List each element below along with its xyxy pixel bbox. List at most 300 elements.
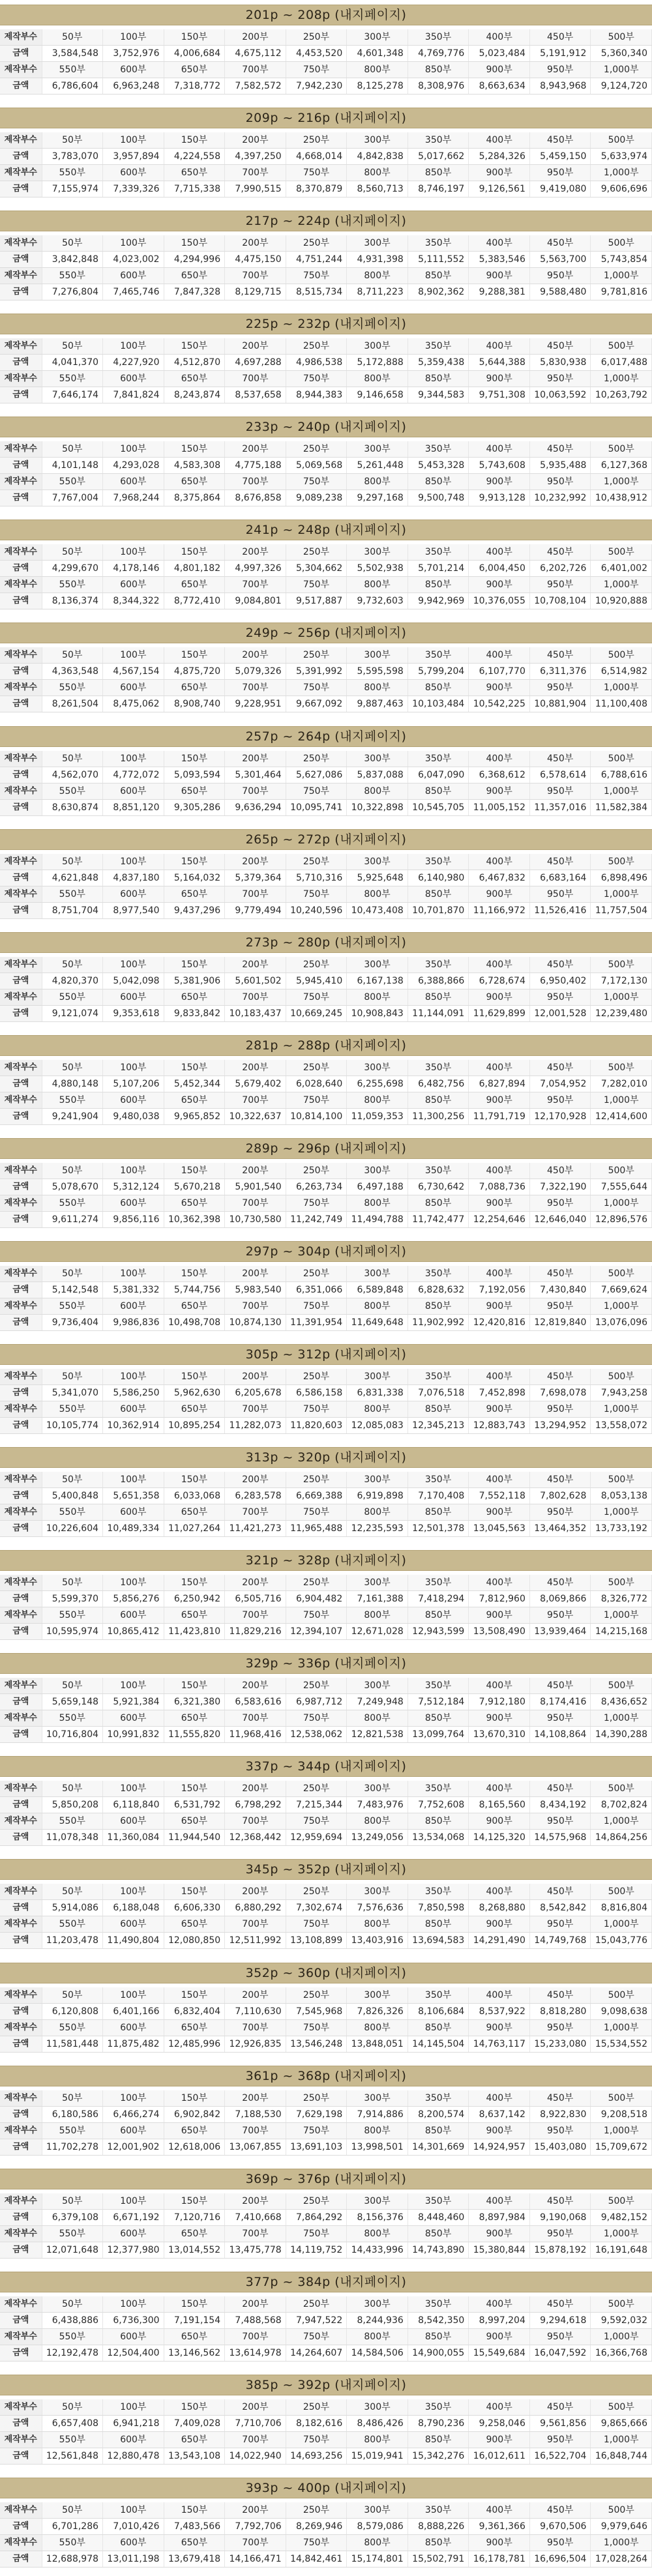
quantity-cell: 800부 xyxy=(347,1813,408,1830)
quantity-cell: 200부 xyxy=(225,2502,286,2519)
price-cell: 14,125,320 xyxy=(469,1830,530,1846)
price-cell: 4,875,720 xyxy=(164,664,225,680)
quantity-cell: 250부 xyxy=(286,1987,347,2004)
quantity-cell: 850부 xyxy=(408,1710,469,1727)
row-label: 제작부수 xyxy=(0,268,42,284)
quantity-cell: 600부 xyxy=(103,2431,164,2448)
quantity-cell: 650부 xyxy=(164,1710,225,1727)
price-cell: 12,819,840 xyxy=(529,1314,591,1330)
price-section xyxy=(0,1134,652,1237)
price-cell: 9,979,646 xyxy=(591,2518,652,2534)
quantity-cell: 150부 xyxy=(164,854,225,870)
price-cell: 6,832,404 xyxy=(164,2003,225,2019)
quantity-cell: 700부 xyxy=(225,371,286,387)
quantity-row xyxy=(0,2019,652,2036)
price-cell: 9,986,836 xyxy=(103,1314,164,1330)
row-label: 제작부수 xyxy=(0,441,42,458)
price-row xyxy=(0,1076,652,1092)
row-label: 제작부수 xyxy=(0,1504,42,1521)
quantity-cell: 250부 xyxy=(286,1369,347,1385)
quantity-cell: 550부 xyxy=(42,2122,103,2139)
price-cell: 7,850,598 xyxy=(408,1900,469,1916)
quantity-cell: 350부 xyxy=(408,854,469,870)
price-row xyxy=(0,870,652,886)
quantity-cell: 650부 xyxy=(164,1298,225,1314)
price-cell: 8,261,504 xyxy=(42,696,103,712)
price-cell: 5,359,438 xyxy=(408,355,469,371)
price-cell: 5,595,598 xyxy=(347,664,408,680)
quantity-cell: 550부 xyxy=(42,1916,103,1933)
quantity-cell: 800부 xyxy=(347,268,408,284)
price-cell: 8,053,138 xyxy=(591,1488,652,1504)
price-cell: 13,249,056 xyxy=(347,1830,408,1846)
price-cell: 7,646,174 xyxy=(42,387,103,403)
quantity-row xyxy=(0,1369,652,1385)
price-cell: 6,963,248 xyxy=(103,78,164,95)
price-cell: 4,567,154 xyxy=(103,664,164,680)
quantity-cell: 550부 xyxy=(42,2225,103,2242)
price-cell: 6,127,368 xyxy=(591,458,652,474)
quantity-cell: 50부 xyxy=(42,2399,103,2416)
quantity-row xyxy=(0,1813,652,1830)
quantity-row xyxy=(0,1163,652,1179)
quantity-cell: 650부 xyxy=(164,1916,225,1933)
price-cell: 6,033,068 xyxy=(164,1488,225,1504)
price-cell: 6,606,330 xyxy=(164,1900,225,1916)
quantity-cell: 750부 xyxy=(286,474,347,490)
quantity-cell: 950부 xyxy=(529,165,591,181)
price-cell: 13,014,552 xyxy=(164,2242,225,2258)
price-cell: 6,004,450 xyxy=(469,561,530,577)
quantity-cell: 600부 xyxy=(103,62,164,78)
quantity-cell: 800부 xyxy=(347,1916,408,1933)
row-label: 제작부수 xyxy=(0,2399,42,2416)
quantity-row xyxy=(0,647,652,664)
quantity-cell: 950부 xyxy=(529,1710,591,1727)
price-row xyxy=(0,799,652,815)
price-cell: 15,878,192 xyxy=(529,2242,591,2258)
quantity-cell: 100부 xyxy=(103,1060,164,1076)
price-section xyxy=(0,2164,652,2267)
quantity-cell: 550부 xyxy=(42,1813,103,1830)
price-row xyxy=(0,902,652,918)
quantity-cell: 150부 xyxy=(164,1884,225,1900)
section-title: 377p ~ 384p (내지페이지) xyxy=(0,2272,652,2292)
quantity-cell: 900부 xyxy=(469,577,530,593)
quantity-cell: 50부 xyxy=(42,544,103,561)
price-cell: 15,502,791 xyxy=(408,2551,469,2567)
section-title: 313p ~ 320p (내지페이지) xyxy=(0,1447,652,1468)
price-cell: 5,172,888 xyxy=(347,355,408,371)
quantity-cell: 150부 xyxy=(164,2296,225,2313)
quantity-cell: 100부 xyxy=(103,751,164,767)
quantity-cell: 750부 xyxy=(286,268,347,284)
price-cell: 7,864,292 xyxy=(286,2209,347,2225)
quantity-cell: 500부 xyxy=(591,1369,652,1385)
quantity-cell: 700부 xyxy=(225,2534,286,2551)
price-cell: 6,583,616 xyxy=(225,1694,286,1710)
row-label: 제작부수 xyxy=(0,2534,42,2551)
section-title: 241p ~ 248p (내지페이지) xyxy=(0,520,652,540)
quantity-cell: 200부 xyxy=(225,29,286,46)
row-label: 제작부수 xyxy=(0,1195,42,1211)
price-cell: 11,555,820 xyxy=(164,1727,225,1743)
quantity-cell: 650부 xyxy=(164,989,225,1005)
quantity-cell: 550부 xyxy=(42,371,103,387)
quantity-cell: 200부 xyxy=(225,1678,286,1694)
price-cell: 12,821,538 xyxy=(347,1727,408,1743)
price-cell: 11,829,216 xyxy=(225,1624,286,1640)
quantity-cell: 1,000부 xyxy=(591,62,652,78)
quantity-cell: 950부 xyxy=(529,2225,591,2242)
price-cell: 7,512,184 xyxy=(408,1694,469,1710)
quantity-row xyxy=(0,854,652,870)
price-cell: 12,394,107 xyxy=(286,1624,347,1640)
row-label: 제작부수 xyxy=(0,1163,42,1179)
price-cell: 9,190,068 xyxy=(529,2209,591,2225)
section-title: 321p ~ 328p (내지페이지) xyxy=(0,1550,652,1571)
price-cell: 8,537,922 xyxy=(469,2003,530,2019)
price-cell: 8,268,880 xyxy=(469,1900,530,1916)
price-cell: 4,583,308 xyxy=(164,458,225,474)
quantity-cell: 750부 xyxy=(286,2122,347,2139)
price-table xyxy=(0,1575,652,1640)
price-cell: 6,904,482 xyxy=(286,1591,347,1607)
quantity-cell: 900부 xyxy=(469,2328,530,2345)
quantity-cell: 450부 xyxy=(529,1266,591,1282)
price-cell: 4,820,370 xyxy=(42,973,103,989)
price-cell: 11,582,384 xyxy=(591,799,652,815)
price-cell: 8,537,658 xyxy=(225,387,286,403)
quantity-cell: 850부 xyxy=(408,989,469,1005)
price-cell: 16,366,768 xyxy=(591,2345,652,2361)
price-cell: 7,792,706 xyxy=(225,2518,286,2534)
price-row xyxy=(0,1797,652,1813)
row-label: 제작부수 xyxy=(0,577,42,593)
price-cell: 6,466,274 xyxy=(103,2106,164,2122)
price-cell: 4,006,684 xyxy=(164,46,225,62)
price-cell: 7,488,568 xyxy=(225,2312,286,2328)
quantity-row xyxy=(0,1504,652,1521)
quantity-cell: 750부 xyxy=(286,371,347,387)
quantity-cell: 100부 xyxy=(103,1678,164,1694)
quantity-cell: 450부 xyxy=(529,647,591,664)
price-cell: 10,489,334 xyxy=(103,1521,164,1537)
quantity-cell: 400부 xyxy=(469,1678,530,1694)
quantity-cell: 750부 xyxy=(286,1607,347,1624)
price-cell: 10,322,898 xyxy=(347,799,408,815)
quantity-cell: 550부 xyxy=(42,165,103,181)
quantity-cell: 500부 xyxy=(591,1781,652,1797)
quantity-cell: 700부 xyxy=(225,2122,286,2139)
row-label: 금액 xyxy=(0,593,42,609)
quantity-cell: 500부 xyxy=(591,2193,652,2210)
quantity-cell: 150부 xyxy=(164,1369,225,1385)
quantity-cell: 500부 xyxy=(591,544,652,561)
price-cell: 5,301,464 xyxy=(225,767,286,783)
price-table xyxy=(0,1884,652,1949)
price-cell: 9,500,748 xyxy=(408,490,469,506)
price-cell: 6,919,898 xyxy=(347,1488,408,1504)
price-cell: 8,751,704 xyxy=(42,902,103,918)
price-cell: 6,467,832 xyxy=(469,870,530,886)
price-cell: 9,146,658 xyxy=(347,387,408,403)
price-cell: 11,391,954 xyxy=(286,1314,347,1330)
quantity-cell: 750부 xyxy=(286,577,347,593)
price-cell: 14,264,607 xyxy=(286,2345,347,2361)
section-title: 345p ~ 352p (내지페이지) xyxy=(0,1859,652,1880)
price-cell: 4,224,558 xyxy=(164,149,225,165)
price-cell: 13,733,192 xyxy=(591,1521,652,1537)
quantity-cell: 250부 xyxy=(286,1163,347,1179)
quantity-cell: 950부 xyxy=(529,2328,591,2345)
price-cell: 5,799,204 xyxy=(408,664,469,680)
quantity-cell: 300부 xyxy=(347,1781,408,1797)
row-label: 금액 xyxy=(0,2003,42,2019)
quantity-cell: 600부 xyxy=(103,2122,164,2139)
price-cell: 5,023,484 xyxy=(469,46,530,62)
price-cell: 5,078,670 xyxy=(42,1178,103,1195)
row-label: 금액 xyxy=(0,2551,42,2567)
quantity-cell: 400부 xyxy=(469,1987,530,2004)
price-cell: 15,174,801 xyxy=(347,2551,408,2567)
quantity-cell: 450부 xyxy=(529,2193,591,2210)
quantity-cell: 50부 xyxy=(42,2090,103,2107)
price-cell: 11,242,749 xyxy=(286,1211,347,1227)
quantity-cell: 950부 xyxy=(529,886,591,902)
price-cell: 7,990,515 xyxy=(225,181,286,198)
quantity-cell: 500부 xyxy=(591,1987,652,2004)
price-cell: 5,935,488 xyxy=(529,458,591,474)
quantity-cell: 50부 xyxy=(42,1987,103,2004)
price-row xyxy=(0,664,652,680)
quantity-cell: 250부 xyxy=(286,29,347,46)
price-cell: 4,837,180 xyxy=(103,870,164,886)
price-cell: 6,898,496 xyxy=(591,870,652,886)
quantity-cell: 850부 xyxy=(408,2019,469,2036)
quantity-cell: 350부 xyxy=(408,1678,469,1694)
quantity-cell: 1,000부 xyxy=(591,165,652,181)
row-label: 제작부수 xyxy=(0,1092,42,1108)
quantity-cell: 200부 xyxy=(225,957,286,973)
row-label: 제작부수 xyxy=(0,2090,42,2107)
price-section xyxy=(0,1854,652,1957)
quantity-cell: 500부 xyxy=(591,751,652,767)
price-cell: 6,730,642 xyxy=(408,1178,469,1195)
quantity-row xyxy=(0,2534,652,2551)
quantity-cell: 350부 xyxy=(408,2090,469,2107)
row-label: 금액 xyxy=(0,1211,42,1227)
quantity-cell: 150부 xyxy=(164,132,225,149)
price-cell: 14,763,117 xyxy=(469,2036,530,2052)
row-label: 금액 xyxy=(0,767,42,783)
section-title: 225p ~ 232p (내지페이지) xyxy=(0,314,652,334)
price-cell: 4,880,148 xyxy=(42,1076,103,1092)
quantity-cell: 300부 xyxy=(347,2502,408,2519)
price-cell: 11,490,804 xyxy=(103,1933,164,1949)
quantity-cell: 300부 xyxy=(347,1575,408,1591)
quantity-cell: 500부 xyxy=(591,1163,652,1179)
price-cell: 17,028,264 xyxy=(591,2551,652,2567)
quantity-cell: 300부 xyxy=(347,1060,408,1076)
quantity-cell: 150부 xyxy=(164,29,225,46)
price-cell: 6,205,678 xyxy=(225,1385,286,1401)
quantity-cell: 600부 xyxy=(103,371,164,387)
price-cell: 7,802,628 xyxy=(529,1488,591,1504)
quantity-cell: 1,000부 xyxy=(591,1607,652,1624)
price-cell: 9,294,618 xyxy=(529,2312,591,2328)
quantity-cell: 250부 xyxy=(286,1781,347,1797)
quantity-cell: 450부 xyxy=(529,338,591,355)
quantity-cell: 550부 xyxy=(42,1710,103,1727)
price-cell: 11,421,273 xyxy=(225,1521,286,1537)
quantity-cell: 150부 xyxy=(164,1781,225,1797)
quantity-cell: 700부 xyxy=(225,680,286,696)
price-cell: 8,630,874 xyxy=(42,799,103,815)
section-title: 305p ~ 312p (내지페이지) xyxy=(0,1344,652,1365)
section-title: 385p ~ 392p (내지페이지) xyxy=(0,2375,652,2395)
price-cell: 6,107,770 xyxy=(469,664,530,680)
quantity-cell: 900부 xyxy=(469,1298,530,1314)
row-label: 금액 xyxy=(0,149,42,165)
quantity-cell: 800부 xyxy=(347,1401,408,1418)
quantity-cell: 250부 xyxy=(286,235,347,252)
quantity-cell: 750부 xyxy=(286,989,347,1005)
price-cell: 11,944,540 xyxy=(164,1830,225,1846)
quantity-cell: 700부 xyxy=(225,1401,286,1418)
quantity-cell: 200부 xyxy=(225,2399,286,2416)
price-cell: 15,342,276 xyxy=(408,2448,469,2464)
quantity-cell: 850부 xyxy=(408,2534,469,2551)
price-cell: 5,391,992 xyxy=(286,664,347,680)
row-label: 금액 xyxy=(0,252,42,268)
price-cell: 10,362,914 xyxy=(103,1418,164,1434)
price-cell: 6,950,402 xyxy=(529,973,591,989)
quantity-cell: 200부 xyxy=(225,441,286,458)
quantity-row xyxy=(0,1781,652,1797)
price-cell: 4,986,538 xyxy=(286,355,347,371)
price-cell: 11,005,152 xyxy=(469,799,530,815)
quantity-cell: 650부 xyxy=(164,1504,225,1521)
quantity-cell: 900부 xyxy=(469,783,530,799)
quantity-cell: 250부 xyxy=(286,1472,347,1488)
price-cell: 5,983,540 xyxy=(225,1281,286,1298)
quantity-cell: 350부 xyxy=(408,2193,469,2210)
row-label: 제작부수 xyxy=(0,132,42,149)
price-cell: 11,742,477 xyxy=(408,1211,469,1227)
quantity-cell: 50부 xyxy=(42,338,103,355)
price-cell: 5,901,540 xyxy=(225,1178,286,1195)
quantity-cell: 950부 xyxy=(529,1607,591,1624)
price-cell: 6,683,164 xyxy=(529,870,591,886)
price-cell: 6,263,734 xyxy=(286,1178,347,1195)
row-label: 제작부수 xyxy=(0,2328,42,2345)
quantity-cell: 750부 xyxy=(286,2019,347,2036)
row-label: 금액 xyxy=(0,902,42,918)
price-cell: 8,326,772 xyxy=(591,1591,652,1607)
quantity-cell: 650부 xyxy=(164,165,225,181)
quantity-cell: 700부 xyxy=(225,474,286,490)
quantity-cell: 850부 xyxy=(408,886,469,902)
quantity-cell: 650부 xyxy=(164,1607,225,1624)
price-cell: 5,381,906 xyxy=(164,973,225,989)
price-row xyxy=(0,2036,652,2052)
quantity-cell: 750부 xyxy=(286,886,347,902)
price-row xyxy=(0,561,652,577)
quantity-cell: 100부 xyxy=(103,647,164,664)
quantity-row xyxy=(0,1575,652,1591)
price-cell: 8,434,192 xyxy=(529,1797,591,1813)
price-cell: 11,360,084 xyxy=(103,1830,164,1846)
price-cell: 10,730,580 xyxy=(225,1211,286,1227)
quantity-cell: 950부 xyxy=(529,577,591,593)
quantity-cell: 800부 xyxy=(347,1195,408,1211)
row-label: 제작부수 xyxy=(0,1884,42,1900)
price-cell: 9,098,638 xyxy=(591,2003,652,2019)
quantity-cell: 900부 xyxy=(469,2534,530,2551)
quantity-cell: 450부 xyxy=(529,1575,591,1591)
row-label: 금액 xyxy=(0,1385,42,1401)
price-cell: 8,542,350 xyxy=(408,2312,469,2328)
price-cell: 8,922,830 xyxy=(529,2106,591,2122)
quantity-cell: 200부 xyxy=(225,1575,286,1591)
section-title: 361p ~ 368p (내지페이지) xyxy=(0,2066,652,2086)
quantity-cell: 750부 xyxy=(286,1401,347,1418)
row-label: 제작부수 xyxy=(0,783,42,799)
price-cell: 11,203,478 xyxy=(42,1933,103,1949)
row-label: 제작부수 xyxy=(0,1916,42,1933)
price-cell: 6,736,300 xyxy=(103,2312,164,2328)
price-cell: 11,875,482 xyxy=(103,2036,164,2052)
price-cell: 10,545,705 xyxy=(408,799,469,815)
price-cell: 11,059,353 xyxy=(347,1108,408,1124)
quantity-cell: 450부 xyxy=(529,1781,591,1797)
quantity-cell: 850부 xyxy=(408,2328,469,2345)
price-cell: 5,633,974 xyxy=(591,149,652,165)
quantity-cell: 900부 xyxy=(469,2019,530,2036)
price-cell: 5,379,364 xyxy=(225,870,286,886)
price-cell: 12,254,646 xyxy=(469,1211,530,1227)
price-cell: 9,297,168 xyxy=(347,490,408,506)
quantity-row xyxy=(0,2502,652,2519)
price-table xyxy=(0,1266,652,1331)
price-cell: 5,079,326 xyxy=(225,664,286,680)
price-cell: 9,124,720 xyxy=(591,78,652,95)
price-row xyxy=(0,46,652,62)
quantity-cell: 1,000부 xyxy=(591,2019,652,2036)
price-cell: 8,182,616 xyxy=(286,2415,347,2431)
price-cell: 5,651,358 xyxy=(103,1488,164,1504)
row-label: 금액 xyxy=(0,1005,42,1021)
price-cell: 9,305,286 xyxy=(164,799,225,815)
price-cell: 6,311,376 xyxy=(529,664,591,680)
price-cell: 9,126,561 xyxy=(469,181,530,198)
quantity-cell: 300부 xyxy=(347,441,408,458)
price-cell: 6,047,090 xyxy=(408,767,469,783)
quantity-cell: 150부 xyxy=(164,957,225,973)
price-cell: 8,663,634 xyxy=(469,78,530,95)
quantity-cell: 800부 xyxy=(347,1504,408,1521)
quantity-cell: 100부 xyxy=(103,338,164,355)
price-cell: 11,300,256 xyxy=(408,1108,469,1124)
quantity-cell: 250부 xyxy=(286,2296,347,2313)
price-row xyxy=(0,387,652,403)
quantity-cell: 850부 xyxy=(408,2122,469,2139)
quantity-cell: 450부 xyxy=(529,751,591,767)
price-cell: 6,798,292 xyxy=(225,1797,286,1813)
price-cell: 8,560,713 xyxy=(347,181,408,198)
price-cell: 13,691,103 xyxy=(286,2139,347,2155)
